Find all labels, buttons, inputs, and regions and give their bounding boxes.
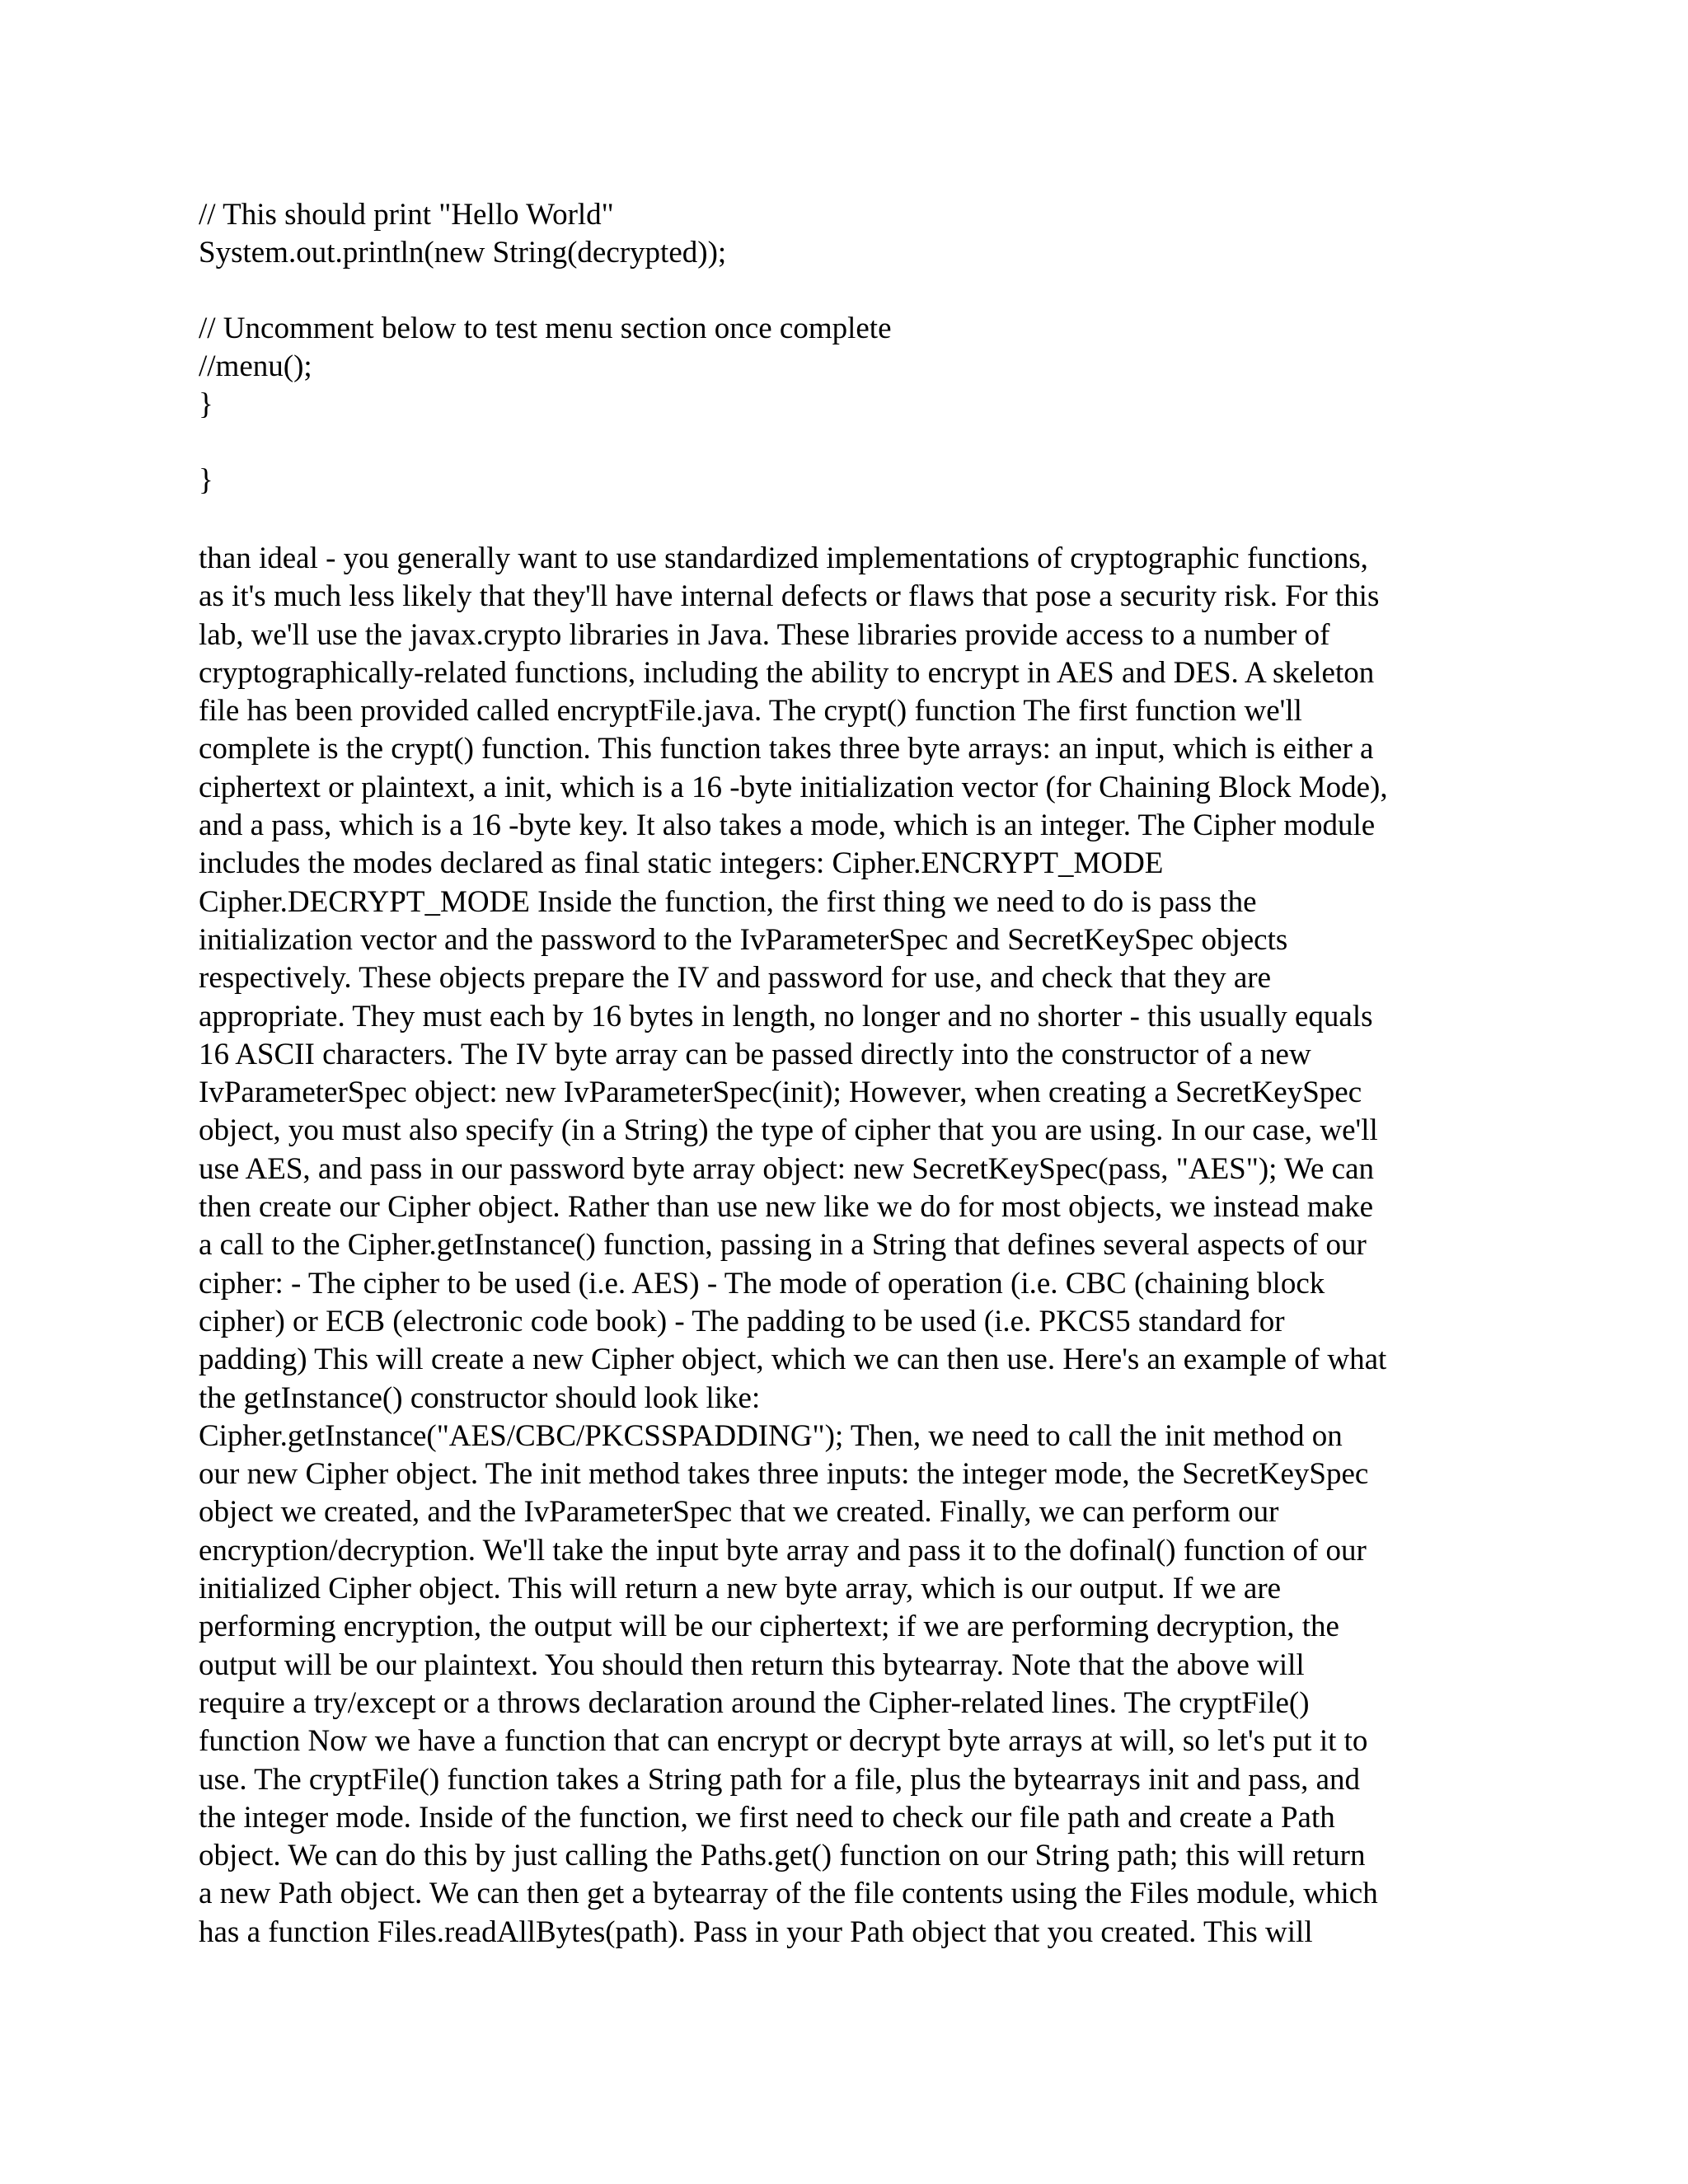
text-line: cipher: - The cipher to be used (i.e. AES) - The mode of operation (i.e. CBC (chaining block [199, 1266, 1325, 1301]
text-line: than ideal - you generally want to use standardized implementations of cryptographic functions, [199, 541, 1368, 575]
text-line: file has been provided called encryptFile.java. The crypt() function The first function we'll [199, 694, 1302, 729]
code-comment-hello: // This should print "Hello World" [199, 198, 614, 232]
code-closing-brace: } [199, 387, 213, 421]
text-line: object. We can do this by just calling the Paths.get() function on our String path; this will return [199, 1839, 1366, 1873]
text-line: performing encryption, the output will be our ciphertext; if we are performing decryption, the [199, 1610, 1339, 1644]
code-snippet [199, 196, 1517, 499]
text-line: complete is the crypt() function. This function takes three byte arrays: an input, which is either a [199, 732, 1374, 766]
text-line: appropriate. They must each by 16 bytes in length, no longer and no shorter - this usually equals [199, 999, 1373, 1033]
text-line: a call to the Cipher.getInstance() function, passing in a String that defines several aspects of our [199, 1228, 1367, 1263]
text-line: then create our Cipher object. Rather than use new like we do for most objects, we instead make [199, 1190, 1374, 1225]
code-blank-line [199, 272, 1517, 310]
text-line: encryption/decryption. We'll take the input byte array and pass it to the dofinal() function of our [199, 1533, 1367, 1568]
text-line: use AES, and pass in our password byte array object: new SecretKeySpec(pass, "AES"); We can [199, 1151, 1375, 1186]
body-paragraph [199, 540, 1509, 1952]
text-line: initialization vector and the password to the IvParameterSpec and SecretKeySpec objects [199, 922, 1288, 957]
text-line: as it's much less likely that they'll have internal defects or flaws that pose a security risk. For this [199, 579, 1380, 614]
text-line: lab, we'll use the javax.crypto libraries in Java. These libraries provide access to a number of [199, 617, 1330, 652]
text-line: ciphertext or plaintext, a init, which is a 16 -byte initialization vector (for Chaining Block Mode), [199, 770, 1388, 804]
text-line: use. The cryptFile() function takes a String path for a file, plus the bytearrays init and pass, and [199, 1762, 1361, 1797]
text-line: object, you must also specify (in a String) the type of cipher that you are using. In our case, we'll [199, 1113, 1378, 1148]
text-line: the integer mode. Inside of the function, we first need to check our file path and create a Path [199, 1800, 1335, 1835]
text-line: the getInstance() constructor should look like: [199, 1380, 761, 1415]
text-line: Cipher.DECRYPT_MODE Inside the function, the first thing we need to do is pass the [199, 884, 1257, 919]
text-line: respectively. These objects prepare the IV and password for use, and check that they are [199, 961, 1271, 996]
text-line: IvParameterSpec object: new IvParameterSpec(init); However, when creating a SecretKeySpec [199, 1076, 1362, 1110]
code-closing-brace: } [199, 463, 213, 497]
text-line: cipher) or ECB (electronic code book) - The padding to be used (i.e. PKCS5 standard for [199, 1304, 1285, 1338]
text-line: 16 ASCII characters. The IV byte array can be passed directly into the constructor of a new [199, 1037, 1311, 1071]
text-line: padding) This will create a new Cipher object, which we can then use. Here's an example of what [199, 1343, 1387, 1377]
text-line: includes the modes declared as final static integers: Cipher.ENCRYPT_MODE [199, 846, 1164, 881]
text-line: initialized Cipher object. This will return a new byte array, which is our output. If we are [199, 1572, 1282, 1606]
code-menu-call: //menu(); [199, 349, 312, 383]
code-println-statement: System.out.println(new String(decrypted)); [199, 236, 727, 269]
text-line: cryptographically-related functions, including the ability to encrypt in AES and DES. A skeleton [199, 655, 1375, 690]
text-line: Cipher.getInstance("AES/CBC/PKCSSPADDING"); Then, we need to call the init method on [199, 1418, 1343, 1453]
text-line: a new Path object. We can then get a bytearray of the file contents using the Files module, which [199, 1877, 1378, 1911]
text-line: has a function Files.readAllBytes(path). Pass in your Path object that you created. This will [199, 1915, 1313, 1949]
text-line: output will be our plaintext. You should then return this bytearray. Note that the above will [199, 1647, 1305, 1682]
text-line: and a pass, which is a 16 -byte key. It also takes a mode, which is an integer. The Cipher module [199, 808, 1376, 843]
text-line: function Now we have a function that can encrypt or decrypt byte arrays at will, so let's put it to [199, 1724, 1368, 1759]
text-line: require a try/except or a throws declaration around the Cipher-related lines. The cryptFile() [199, 1685, 1310, 1720]
text-line: our new Cipher object. The init method takes three inputs: the integer mode, the SecretKeySpec [199, 1457, 1369, 1492]
code-comment-uncomment: // Uncomment below to test menu section once complete [199, 312, 892, 345]
text-line: object we created, and the IvParameterSpec that we created. Finally, we can perform our [199, 1495, 1279, 1530]
code-blank-line [199, 424, 1517, 462]
